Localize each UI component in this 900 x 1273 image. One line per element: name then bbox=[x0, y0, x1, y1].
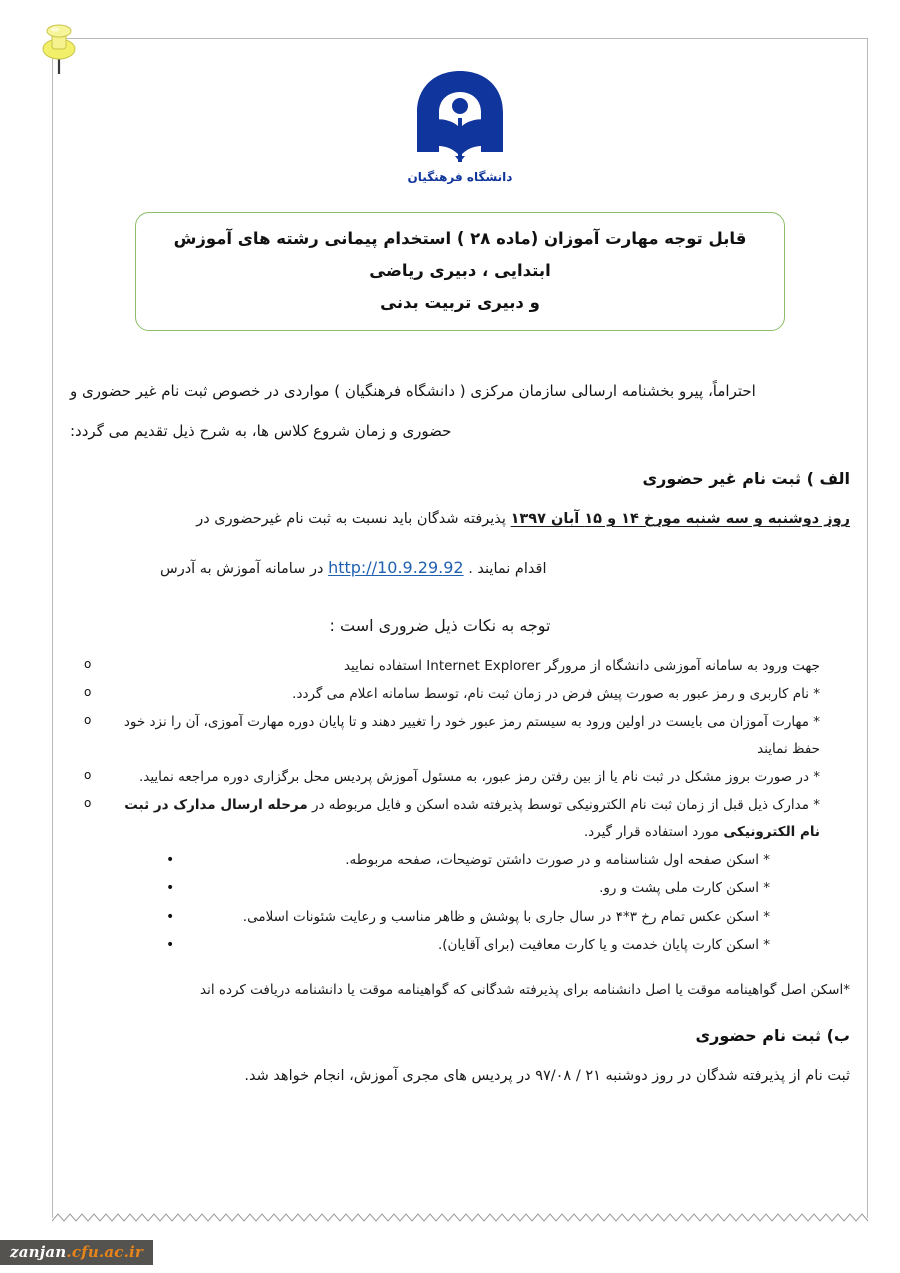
diploma-footnote: *اسکن اصل گواهینامه موقت یا اصل دانشنامه برای پذیرفته شدگانی که گواهینامه موقت یا دانشنامه دریافت کرده اند bbox=[200, 982, 850, 999]
bullet-hollow-icon: o bbox=[84, 656, 92, 671]
note-text: * مهارت آموزان می بایست در اولین ورود به سیستم رمز عبور خود را تغییر دهند و تا پایان دوره مهارت آموزی، آن را نزد خود حفظ نمایند bbox=[123, 714, 820, 757]
list-item bbox=[84, 764, 820, 790]
intro-line-2: حضوری و زمان شروع کلاس ها، به شرح ذیل تقدیم می گردد: bbox=[70, 421, 452, 440]
note-text: * در صورت بروز مشکل در ثبت نام یا از بین رفتن رمز عبور، به مسئول آموزش پردیس محل برگزاری دوره مراجعه نمایید. bbox=[138, 769, 820, 786]
registration-date-rest: پذیرفته شدگان باید نسبت به ثبت نام غیرحضوری در bbox=[196, 511, 506, 528]
watermark-secondary: .cfu.ac.ir bbox=[66, 1243, 144, 1261]
note-text-after: مورد استفاده قرار گیرد. bbox=[583, 823, 724, 840]
note-emphasis: مرحله ارسال مدارک در ثبت نام الکترونیکی bbox=[124, 797, 820, 840]
list-item bbox=[166, 875, 770, 901]
list-item bbox=[84, 709, 820, 762]
url-suffix-text: اقدام نمایند . bbox=[468, 560, 547, 577]
page-title-line1: قابل توجه مهارت آموزان (ماده ۲۸ ) استخدام پیمانی رشته های آموزش ابتدایی ، دبیری ریاضی bbox=[173, 229, 747, 281]
list-item bbox=[166, 932, 770, 958]
watermark-primary: zanjan bbox=[10, 1243, 67, 1261]
list-item bbox=[84, 653, 820, 679]
announcement-title-box bbox=[135, 212, 785, 331]
list-item bbox=[84, 792, 820, 845]
document-text: * اسکن کارت ملی پشت و رو. bbox=[599, 880, 770, 897]
section-b-heading: ب) ثبت نام حضوری bbox=[695, 1025, 850, 1045]
bullet-solid-icon: • bbox=[166, 908, 175, 925]
bullet-hollow-icon: o bbox=[84, 685, 92, 700]
bullet-solid-icon: • bbox=[166, 880, 175, 897]
farhangian-university-logo-icon bbox=[401, 68, 519, 176]
document-text: * اسکن عکس تمام رخ ۳*۴ در سال جاری با پوشش و ظاهر مناسب و رعایت شئونات اسلامی. bbox=[242, 908, 770, 925]
document-text: * اسکن صفحه اول شناسنامه و در صورت داشتن توضیحات، صفحه مربوطه. bbox=[345, 851, 770, 868]
bullet-hollow-icon: o bbox=[84, 713, 92, 728]
torn-paper-zigzag bbox=[52, 1212, 870, 1224]
required-documents-list bbox=[70, 847, 850, 958]
section-a-date-line bbox=[70, 504, 850, 536]
bullet-hollow-icon: o bbox=[84, 796, 92, 811]
section-a-heading: الف ) ثبت نام غیر حضوری bbox=[642, 469, 850, 489]
section-a-url-line bbox=[70, 550, 850, 586]
note-text: * نام کاربری و رمز عبور به صورت پیش فرض در زمان ثبت نام، توسط سامانه اعلام می گردد. bbox=[292, 686, 820, 703]
list-item bbox=[84, 681, 820, 707]
note-text: * مدارک ذیل قبل از زمان ثبت نام الکترونیکی توسط پذیرفته شده اسکن و فایل مربوطه در bbox=[307, 797, 820, 814]
list-item bbox=[166, 847, 770, 873]
logo-block bbox=[70, 60, 850, 184]
page-title-line2: و دبیری تربیت بدنی bbox=[380, 293, 540, 313]
list-item bbox=[166, 904, 770, 930]
notes-notice: توجه به نکات ذیل ضروری است : bbox=[329, 615, 551, 635]
bullet-solid-icon: • bbox=[166, 936, 175, 953]
section-b-text: ثبت نام از پذیرفته شدگان در روز دوشنبه ۲۱ / ۹۷/۰۸ در پردیس های مجری آموزش، انجام خواهد شد. bbox=[244, 1067, 850, 1084]
registration-system-link[interactable]: http://10.9.29.92 bbox=[328, 557, 464, 577]
bullet-solid-icon: • bbox=[166, 851, 175, 868]
site-watermark bbox=[0, 1240, 153, 1265]
document-text: * اسکن کارت پایان خدمت و یا کارت معافیت (برای آقایان). bbox=[437, 936, 770, 953]
intro-line-1: احتراماً، پیرو بخشنامه ارسالی سازمان مرکزی ( دانشگاه فرهنگیان ) مواردی در خصوص ثبت نام غیر حضوری و bbox=[70, 381, 756, 400]
intro-block bbox=[70, 375, 850, 448]
notes-list bbox=[70, 653, 850, 845]
registration-date: روز دوشنبه و سه شنبه مورخ ۱۴ و ۱۵ آبان ۱۳۹۷ bbox=[510, 511, 850, 528]
bullet-hollow-icon: o bbox=[84, 768, 92, 783]
page-title bbox=[162, 223, 758, 320]
url-prefix-text: در سامانه آموزش به آدرس bbox=[160, 560, 324, 577]
note-text: جهت ورود به سامانه آموزشی دانشگاه از مرورگر Internet Explorer استفاده نمایید bbox=[343, 657, 820, 674]
logo-caption: دانشگاه فرهنگیان bbox=[407, 170, 513, 184]
